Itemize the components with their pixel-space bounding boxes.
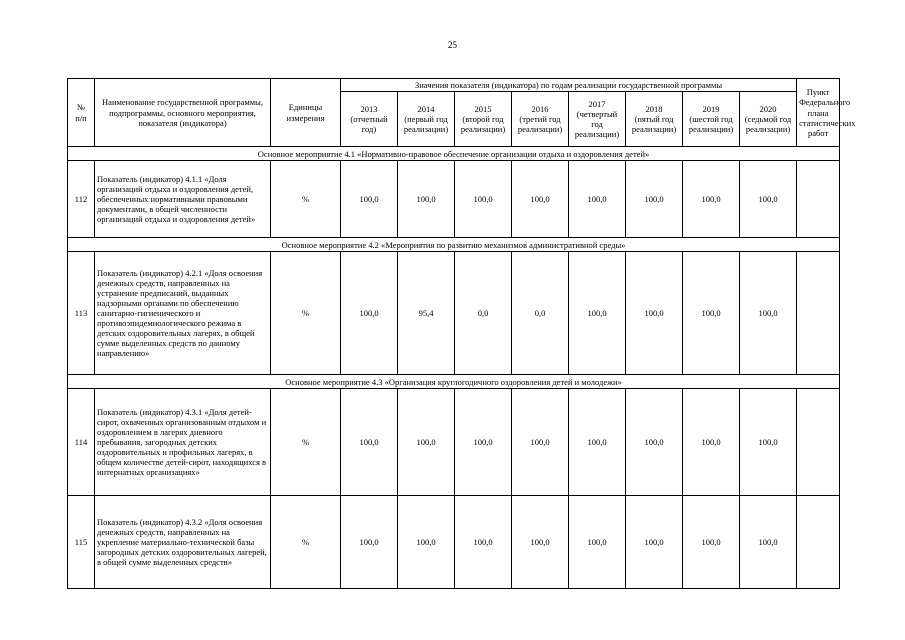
section-title: Основное мероприятие 4.1 «Нормативно-правовое обеспечение организации отдыха и оздоровления детей» bbox=[68, 147, 840, 161]
value-cell: 100,0 bbox=[398, 496, 455, 589]
header-name: Наименование государственной программы, подпрограммы, основного мероприятия, показателя (индикатора) bbox=[95, 79, 271, 147]
header-year-2013: 2013 (отчетный год) bbox=[341, 92, 398, 147]
section-title: Основное мероприятие 4.2 «Мероприятия по развитию механизмов административной среды» bbox=[68, 238, 840, 252]
value-cell: 100,0 bbox=[341, 252, 398, 375]
value-cell: 100,0 bbox=[740, 496, 797, 589]
header-row-number: № п/п bbox=[68, 79, 95, 147]
value-cell: 100,0 bbox=[626, 252, 683, 375]
header-year-2018: 2018 (пятый год реализации) bbox=[626, 92, 683, 147]
value-cell: 100,0 bbox=[398, 389, 455, 496]
value-cell: 100,0 bbox=[455, 161, 512, 238]
indicator-name: Показатель (индикатор) 4.3.2 «Доля освоения денежных средств, направленных на укрепление материально-технической базы загородных детских оздоровительных лагерей, в общей сумме выделенных средств» bbox=[95, 496, 271, 589]
value-cell: 0,0 bbox=[455, 252, 512, 375]
value-cell: 100,0 bbox=[683, 252, 740, 375]
value-cell: 100,0 bbox=[455, 496, 512, 589]
section-title: Основное мероприятие 4.3 «Организация круглогодичного оздоровления детей и молодежи» bbox=[68, 375, 840, 389]
value-cell: 100,0 bbox=[512, 161, 569, 238]
table-row bbox=[68, 389, 840, 496]
plan-cell bbox=[797, 496, 840, 589]
value-cell: 100,0 bbox=[512, 496, 569, 589]
plan-cell bbox=[797, 389, 840, 496]
row-number: 115 bbox=[68, 496, 95, 589]
value-cell: 100,0 bbox=[683, 389, 740, 496]
value-cell: 100,0 bbox=[626, 389, 683, 496]
value-cell: 100,0 bbox=[683, 496, 740, 589]
value-cell: 100,0 bbox=[341, 496, 398, 589]
plan-cell bbox=[797, 252, 840, 375]
row-number: 113 bbox=[68, 252, 95, 375]
value-cell: 0,0 bbox=[512, 252, 569, 375]
unit-cell: % bbox=[271, 161, 341, 238]
value-cell: 100,0 bbox=[683, 161, 740, 238]
section-row bbox=[68, 238, 840, 252]
header-year-2019: 2019 (шестой год реализации) bbox=[683, 92, 740, 147]
table-row bbox=[68, 161, 840, 238]
value-cell: 100,0 bbox=[569, 389, 626, 496]
value-cell: 100,0 bbox=[740, 252, 797, 375]
section-row bbox=[68, 375, 840, 389]
value-cell: 100,0 bbox=[569, 161, 626, 238]
section-row bbox=[68, 147, 840, 161]
indicator-name: Показатель (индикатор) 4.3.1 «Доля детей-сирот, охваченных организованным отдыхом и оздоровлением в лагерях дневного пребывания, загородных детских оздоровительных и профильных лагерях, в общем количестве детей-сирот, находящихся в интернатных организациях» bbox=[95, 389, 271, 496]
value-cell: 100,0 bbox=[626, 496, 683, 589]
table-row bbox=[68, 252, 840, 375]
row-number: 114 bbox=[68, 389, 95, 496]
value-cell: 100,0 bbox=[569, 496, 626, 589]
header-federal-plan: Пункт Федерального плана статистических работ bbox=[797, 79, 840, 147]
value-cell: 100,0 bbox=[740, 161, 797, 238]
value-cell: 95,4 bbox=[398, 252, 455, 375]
header-year-2015: 2015 (второй год реализации) bbox=[455, 92, 512, 147]
indicator-name: Показатель (индикатор) 4.2.1 «Доля освоения денежных средств, направленных на устранение предписаний, выданных надзорными органами по обеспечению санитарно-гигиенического и противоэпидемиологического режима в детских оздоровительных лагерях, в общей сумме выделенных средств по данному направлению» bbox=[95, 252, 271, 375]
header-year-2020: 2020 (седьмой год реализации) bbox=[740, 92, 797, 147]
plan-cell bbox=[797, 161, 840, 238]
value-cell: 100,0 bbox=[512, 389, 569, 496]
unit-cell: % bbox=[271, 496, 341, 589]
row-number: 112 bbox=[68, 161, 95, 238]
value-cell: 100,0 bbox=[740, 389, 797, 496]
header-year-2014: 2014 (первый год реализации) bbox=[398, 92, 455, 147]
value-cell: 100,0 bbox=[455, 389, 512, 496]
indicator-name: Показатель (индикатор) 4.1.1 «Доля организаций отдыха и оздоровления детей, обеспеченных нормативными правовыми документами, в общей численности организаций отдыха и оздоровления детей» bbox=[95, 161, 271, 238]
value-cell: 100,0 bbox=[398, 161, 455, 238]
header-year-2017: 2017 (четвертый год реализации) bbox=[569, 92, 626, 147]
header-values-by-year: Значения показателя (индикатора) по годам реализации государственной программы bbox=[341, 79, 797, 92]
value-cell: 100,0 bbox=[341, 161, 398, 238]
page-number: 25 bbox=[448, 40, 457, 50]
header-year-2016: 2016 (третий год реализации) bbox=[512, 92, 569, 147]
table-row bbox=[68, 496, 840, 589]
value-cell: 100,0 bbox=[341, 389, 398, 496]
value-cell: 100,0 bbox=[626, 161, 683, 238]
indicators-table bbox=[67, 78, 856, 589]
unit-cell: % bbox=[271, 252, 341, 375]
value-cell: 100,0 bbox=[569, 252, 626, 375]
unit-cell: % bbox=[271, 389, 341, 496]
header-unit: Единицы измерения bbox=[271, 79, 341, 147]
